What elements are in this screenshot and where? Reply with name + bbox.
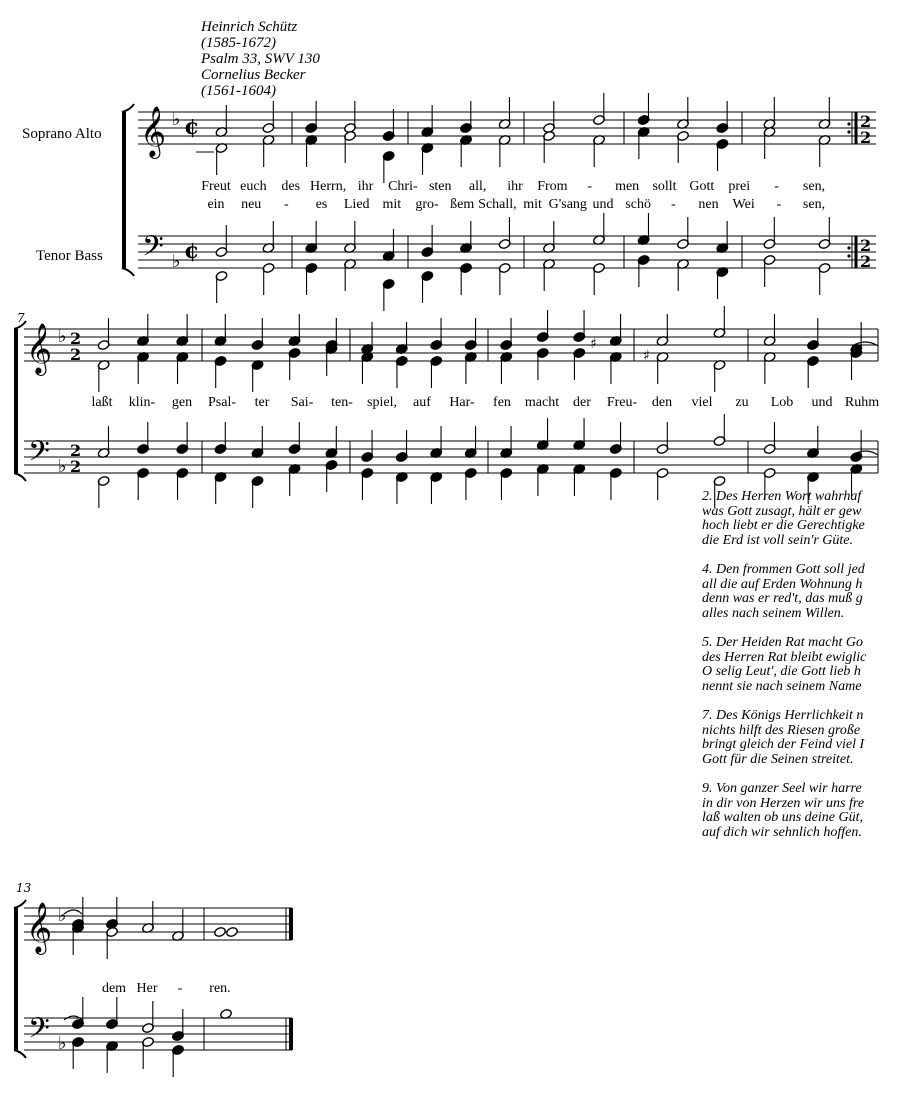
lyric-line: Psal- [208, 395, 236, 410]
cut-time-signature: ¢ [184, 238, 200, 264]
repeat-dot [847, 254, 850, 257]
measure-number: 7 [17, 311, 25, 325]
bracket-hook [122, 268, 134, 276]
repeat-dot [847, 130, 850, 133]
lyric-line-1: euch [240, 179, 267, 194]
verse-4: 4. Den frommen Gott soll jed all die auf Erden Wohnung h denn was er red't, das muß g alles nach seinem Willen. [702, 562, 865, 621]
lyric-line: spiel, [367, 395, 397, 410]
flat-sign: ♭ [172, 251, 181, 272]
lyric-line: laßt [91, 395, 113, 410]
lyric-line: den [651, 395, 673, 410]
flat-sign: ♭ [172, 109, 181, 130]
lyric-line-1: men [615, 179, 640, 194]
lyric-line-1: - [774, 179, 779, 194]
lyric-syllable: - [177, 981, 183, 996]
treble-clef-icon: 𝄞 [140, 106, 167, 157]
time-signature-numerator: 2 [70, 329, 82, 348]
time-signature-denominator: 2 [860, 252, 872, 271]
lyric-line-1: ihr [507, 179, 523, 194]
lyric-line-2: ein [207, 197, 225, 212]
tie-arc [64, 910, 82, 914]
poet: Cornelius Becker [201, 67, 306, 83]
treble-clef-icon: 𝄞 [26, 902, 53, 953]
time-signature-denominator: 2 [70, 457, 82, 476]
time-signature-numerator: 2 [860, 236, 872, 255]
lyric-line-2: - [776, 197, 782, 212]
treble-clef-icon: 𝄞 [26, 323, 53, 374]
lyric-line-1: Chri- [388, 179, 418, 194]
lyric-syllable: ren. [209, 981, 231, 996]
bracket-hook [14, 473, 26, 481]
bracket-hook [122, 104, 134, 112]
lyric-line: fen [493, 395, 511, 410]
sharp-sign: ♯ [590, 336, 597, 352]
lyric-line: macht [524, 395, 560, 410]
lyric-line: Ruhm [844, 395, 880, 410]
lyric-line: auf [413, 395, 431, 410]
time-signature-denominator: 2 [70, 345, 82, 364]
verse-5: 5. Der Heiden Rat macht Go des Herren Rat bleibt ewiglic O selig Leut', die Gott lieb h nennt sie nach seinem Name [702, 635, 867, 694]
lyric-line: ter [254, 395, 270, 410]
verse-text-block [702, 490, 866, 855]
lyric-line-2: Schall, [478, 197, 517, 212]
lyric-line-2: - [670, 197, 676, 212]
lyric-line-2: und [592, 197, 614, 212]
lyric-line: der [573, 395, 591, 410]
lyric-line-1: sollt [652, 179, 677, 194]
lyric-line-1: - [587, 179, 593, 194]
lyric-line-2: ßem [450, 197, 475, 212]
bass-clef-icon: 𝄢 [142, 230, 164, 270]
lyric-line-2: es [315, 197, 328, 212]
lyric-line-1: Freut [201, 179, 231, 194]
lyric-line-1: sten [428, 179, 452, 194]
lyric-line-2: nen [698, 197, 719, 212]
lyric-line-1: prei [728, 179, 751, 194]
score-header [201, 19, 320, 99]
instrument-label-upper: Soprano Alto [22, 126, 102, 142]
verse-7: 7. Des Königs Herrlichkeit n nichts hilft des Riesen große bringt gleich der Feind viel I Gott für die Seinen streitet. [702, 708, 865, 767]
cut-time-signature: ¢ [184, 114, 200, 140]
lyric-line: Lob [770, 395, 794, 410]
work-title: Psalm 33, SWV 130 [201, 51, 320, 67]
lyric-line-1: des [281, 179, 301, 194]
lyric-syllable: dem [101, 981, 127, 996]
system-1 [0, 100, 900, 290]
bass-clef-icon: 𝄢 [28, 435, 50, 475]
lyric-line-2: sen, [802, 197, 826, 212]
verse-2: 2. Des Herren Wort wahrhaf was Gott zusagt, hält er gew hoch liebt er die Gerechtigke die Erd ist voll sein'r Güte. [702, 489, 865, 548]
measure-number: 13 [16, 881, 32, 895]
lyric-line: Har- [449, 395, 475, 410]
whole-note [226, 926, 239, 937]
lyric-line: Freu- [606, 395, 638, 410]
system-bracket [122, 112, 126, 268]
lyric-line-1: sen, [802, 179, 826, 194]
lyric-line-2: G'sang [548, 197, 587, 212]
lyric-line: und [811, 395, 833, 410]
lyric-line-2: Wei [732, 197, 755, 212]
whole-note [214, 926, 227, 937]
lyric-syllable: Her [136, 981, 158, 996]
lyric-line-2: mit [382, 197, 402, 212]
time-signature-numerator: 2 [70, 441, 82, 460]
bass-clef-icon: 𝄢 [28, 1012, 50, 1052]
flat-sign: ♭ [58, 1033, 67, 1054]
composer-dates: (1585-1672) [201, 35, 276, 51]
lyric-line: Sai- [290, 395, 314, 410]
bracket-hook [14, 900, 26, 908]
composer: Heinrich Schütz [201, 19, 298, 35]
lyric-line-1: Gott [689, 179, 715, 194]
lyric-line: ten- [331, 395, 353, 410]
system-2 [0, 305, 900, 495]
lyric-line-2: neu [241, 197, 262, 212]
bracket-hook [14, 1050, 26, 1058]
verse-9: 9. Von ganzer Seel wir harre in dir von Herzen wir uns fre laß walten ob uns deine Güt, auf dich wir sehnlich hoffen. [702, 781, 865, 840]
repeat-dot [847, 122, 850, 125]
lyric-line-2: Lied [343, 197, 370, 212]
lyric-line-2: mit [523, 197, 542, 212]
lyric-line-1: all, [468, 179, 487, 194]
lyric-line-1: ihr [357, 179, 374, 194]
repeat-dot [847, 246, 850, 249]
lyric-line-2: gro- [415, 197, 439, 212]
time-signature-numerator: 2 [860, 112, 872, 131]
system-3 [0, 878, 320, 1078]
lyric-line: zu [735, 395, 749, 410]
lyric-line-2: - [284, 197, 289, 212]
poet-dates: (1561-1604) [201, 83, 276, 99]
lyric-line: gen [171, 395, 193, 410]
time-signature-denominator: 2 [860, 128, 872, 147]
lyric-line-1: From [537, 179, 568, 194]
flat-sign: ♭ [58, 456, 67, 477]
lyric-line: viel [691, 395, 713, 410]
lyric-line-1: Herrn, [310, 179, 347, 194]
sharp-sign: ♯ [643, 348, 650, 364]
system-bracket [14, 329, 18, 473]
lyric-line-2: schö [625, 197, 651, 212]
flat-sign: ♭ [58, 905, 67, 926]
instrument-label-lower: Tenor Bass [36, 248, 103, 264]
lyric-line: klin- [128, 395, 156, 410]
system-bracket [14, 908, 18, 1050]
flat-sign: ♭ [58, 326, 67, 347]
